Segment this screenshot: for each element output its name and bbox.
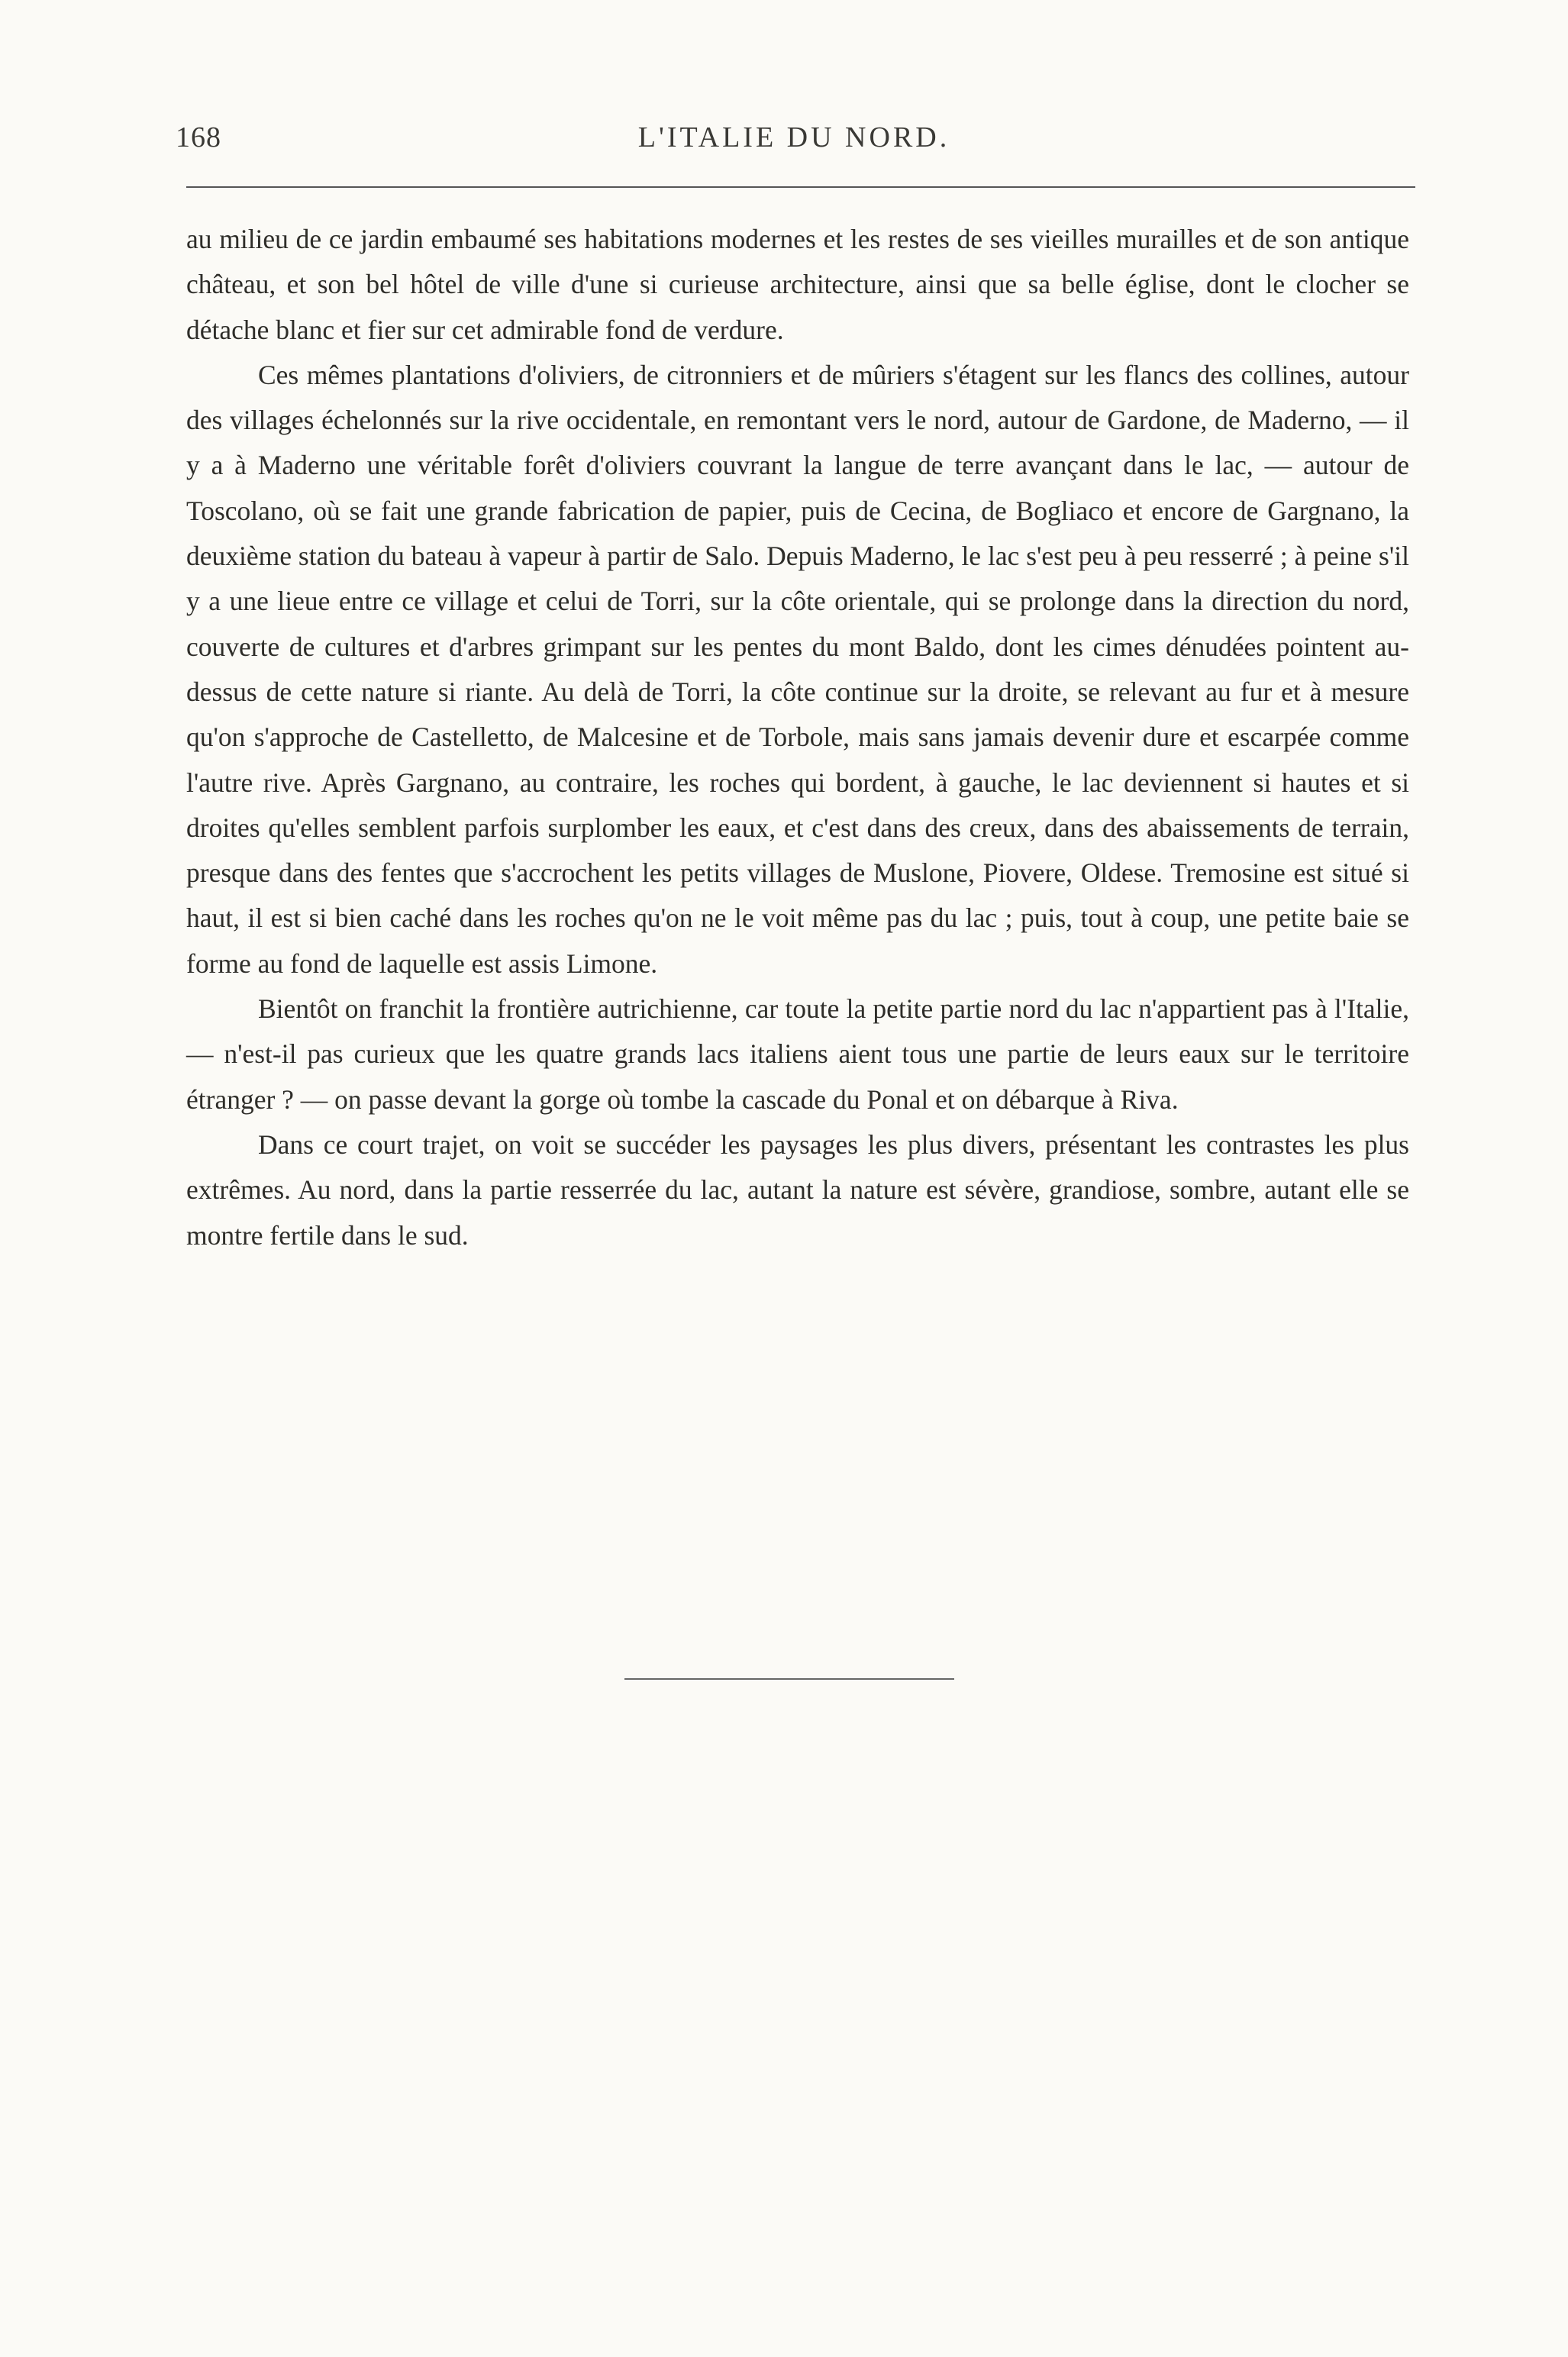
running-title: L'ITALIE DU NORD. [637,121,950,153]
paragraph-contrasts: Dans ce court trajet, on voit se succéder les paysages les plus divers, présentant les contrastes les plus extrêmes. Au nord, dans la partie resserrée du lac, autant la nature est sévère, grandiose, sombre, autant elle se montre fertile dans le sud. [186,1128,1409,1251]
paragraph-continuation: au milieu de ce jardin embaumé ses habitations modernes et les restes de ses vieilles murailles et de son antique château, et son bel hôtel de ville d'une si curieuse architecture, ainsi que sa belle église, dont le clocher se détache blanc et fier sur cet admirable fond de verdure. [186,224,1409,345]
page-number: 168 [176,121,221,153]
header-rule [186,186,1415,188]
paragraph-olive-plantations: Ces mêmes plantations d'oliviers, de citronniers et de mûriers s'étagent sur les flancs des collines, autour des villages échelonnés sur la rive occidentale, en remontant vers le nord, autour de Gardone, de Maderno, — il y a à Maderno une véritable forêt d'oliviers couvrant la langue de terre avançant dans le lac, — autour de Toscolano, où se fait une grande fabrication de papier, puis de Cecina, de Bogliaco et encore de Gargnano, la deuxième station du bateau à vapeur à partir de Salo. Depuis Maderno, le lac s'est peu à peu resserré ; à peine s'il y a une lieue entre ce village et celui de Torri, sur la côte orientale, qui se prolonge dans la direction du nord, couverte de cultures et d'arbres grimpant sur les pentes du mont Baldo, dont les cimes dénudées pointent au-dessus de cette nature si riante. Au delà de Torri, la côte continue sur la droite, se relevant au fur et à mesure qu'on s'approche de Castelletto, de Malcesine et de Torbole, mais sans jamais devenir dure et escarpée comme l'autre rive. Après Gargnano, au contraire, les roches qui bordent, à gauche, le lac deviennent si hautes et si droites qu'elles semblent parfois surplomber les eaux, et c'est dans des creux, dans des abaissements de terrain, presque dans des fentes que s'accrochent les petits villages de Muslone, Piovere, Oldese. Tremosine est situé si haut, il est si bien caché dans les roches qu'on ne le voit même pas du lac ; puis, tout à coup, une petite baie se forme au fond de laquelle est assis Limone. [186,359,1409,979]
section-end-rule [624,1678,954,1680]
body-text [186,217,1409,1258]
paragraph-austrian-border: Bientôt on franchit la frontière autrichienne, car toute la petite partie nord du lac n'appartient pas à l'Italie, — n'est-il pas curieux que les quatre grands lacs italiens aient tous une partie de leurs eaux sur le territoire étranger ? — on passe devant la gorge où tombe la cascade du Ponal et on débarque à Riva. [186,993,1409,1115]
page-header [176,115,1412,160]
